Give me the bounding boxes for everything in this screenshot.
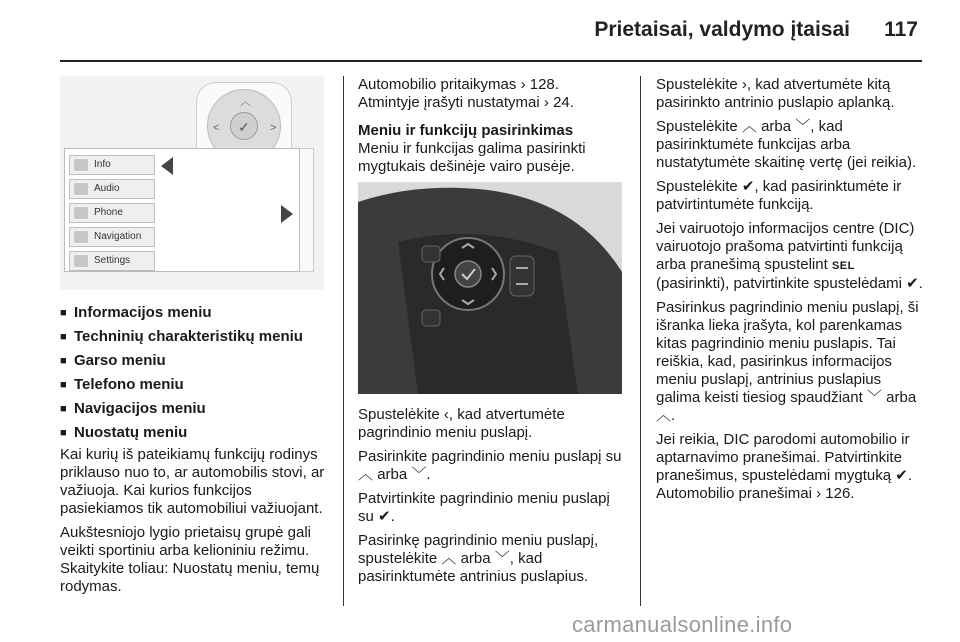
chevron-up-icon: ︿: [656, 407, 672, 424]
cross-reference: Automobilio pritaikymas › 128.: [358, 76, 559, 93]
chevron-up-icon: ︿: [358, 466, 374, 483]
chevron-right-icon: ›: [741, 76, 747, 93]
paragraph: Pasirinkite pagrindinio meniu puslapį su ︿ arba ﹀.: [358, 448, 622, 483]
paragraph: Spustelėkite ›, kad atvertumėte kitą pasirinkto antrinio puslapio aplanką.: [656, 76, 895, 111]
paragraph: Pasirinkę pagrindinio meniu puslapį, spustelėkite ︿ arba ﹀, kad pasirinktumėte antrinius puslapius.: [358, 532, 599, 585]
chevron-down-icon: ﹀: [494, 550, 510, 567]
paragraph: Spustelėkite ‹, kad atvertumėte pagrindinio meniu puslapį.: [358, 406, 565, 441]
page-header: [0, 0, 960, 60]
reference-arrow-icon: ›: [543, 94, 549, 111]
arrow-left-icon: <: [213, 122, 220, 134]
menu-list: [60, 304, 328, 442]
list-item: ■ Informacijos meniu: [60, 304, 328, 322]
list-item: ■ Telefono meniu: [60, 376, 328, 394]
steering-wheel-illustration: [358, 182, 622, 394]
column-2: [358, 76, 626, 592]
list-item: ■ Techninių charakteristikų meniu: [60, 328, 328, 346]
check-icon: ✔: [895, 467, 908, 484]
paragraph: Patvirtinkite pagrindinio meniu puslapį su ✔.: [358, 490, 610, 525]
menu-row-info: Info: [69, 155, 155, 175]
chevron-down-icon: ﹀: [795, 118, 811, 135]
menu-row-phone: Phone: [69, 203, 155, 223]
column-divider: [343, 76, 344, 606]
figure-dic-menu: [60, 76, 324, 290]
figure-steering-wheel: [358, 182, 622, 394]
menu-row-audio: Audio: [69, 179, 155, 199]
triangle-left-icon: [161, 157, 173, 175]
phone-icon: [74, 207, 88, 219]
check-icon: ✔: [906, 275, 919, 292]
chevron-up-icon: ︿: [441, 550, 457, 567]
list-item: ■ Nuostatų meniu: [60, 424, 328, 442]
column-3: [656, 76, 926, 509]
paragraph: Pasirinkus pagrindinio meniu puslapį, ši išranka lieka įrašyta, kol parenkamas kitas pagrindinio meniu puslapis. Tai reiškia, kad, pasirinkus informacijos meniu puslapį, antrinius puslapius galima keisti tiesiog spaudžiant ﹀ arba ︿.: [656, 299, 919, 424]
column-divider: [640, 76, 641, 606]
paragraph: Kai kurių iš pateikiamų funkcijų rodinys priklauso nuo to, ar automobilis stovi, ar važiuoja. Kai kurios funkcijos pasiekiamos tik automobiliui važiuojant.: [60, 446, 325, 517]
paragraph: Meniu ir funkcijas galima pasirinkti mygtukais dešinėje vairo pusėje.: [358, 140, 586, 175]
paragraph: Jei vairuotojo informacijos centre (DIC) vairuotojo prašoma patvirtinti funkciją arba pranešimą spustelint SEL (pasirinkti), patvirtinkite spustelėdami ✔.: [656, 220, 923, 292]
cross-reference: Atmintyje įrašyti nustatymai › 24.: [358, 94, 574, 111]
triangle-right-icon: [281, 205, 293, 223]
header-rule: [60, 60, 922, 62]
chevron-up-icon: ︿: [741, 118, 757, 135]
paragraph: Aukštesniojo lygio prietaisų grupė gali veikti sportiniu arba kelioniniu režimu. Skaitykite toliau: Nuostatų meniu, temų rodymas.: [60, 524, 320, 595]
chevron-left-icon: ‹: [443, 406, 449, 423]
list-item: ■ Navigacijos meniu: [60, 400, 328, 418]
navigation-icon: [74, 231, 88, 243]
screen-edge: [300, 148, 314, 272]
cross-reference: Automobilio pranešimai › 126.: [656, 485, 855, 502]
menu-row-settings: Settings: [69, 251, 155, 271]
menu-row-navigation: Navigation: [69, 227, 155, 247]
chevron-down-icon: ﹀: [866, 389, 882, 406]
section-heading: Meniu ir funkcijų pasirinkimas: [358, 122, 574, 139]
arrow-right-icon: >: [270, 122, 277, 134]
check-icon: ✓: [230, 112, 258, 140]
music-icon: [74, 183, 88, 195]
paragraph: Jei reikia, DIC parodomi automobilio ir aptarnavimo pranešimai. Patvirtinkite pranešimus, spustelėdami mygtuką ✔.: [656, 431, 913, 484]
page-title: Prietaisai, valdymo įtaisai: [594, 18, 850, 41]
list-item: ■ Garso meniu: [60, 352, 328, 370]
settings-icon: [74, 255, 88, 267]
page-number: 117: [884, 18, 918, 41]
sel-label: SEL: [831, 260, 855, 272]
info-icon: [74, 159, 88, 171]
dic-screen: [64, 148, 300, 272]
arrow-up-icon: ︿: [240, 96, 251, 108]
check-icon: ✔: [741, 178, 755, 195]
column-1: [60, 76, 328, 602]
reference-arrow-icon: ›: [816, 485, 822, 502]
paragraph: Spustelėkite ︿ arba ﹀, kad pasirinktumėte funkcijas arba nustatytumėte skaitinę vertę (jei reikia).: [656, 118, 917, 171]
reference-arrow-icon: ›: [520, 76, 526, 93]
chevron-down-icon: ﹀: [411, 466, 427, 483]
check-icon: ✔: [378, 508, 391, 525]
paragraph: Spustelėkite ✔, kad pasirinktumėte ir patvirtintumėte funkciją.: [656, 178, 902, 213]
watermark: carmanualsonline.info: [572, 612, 793, 637]
